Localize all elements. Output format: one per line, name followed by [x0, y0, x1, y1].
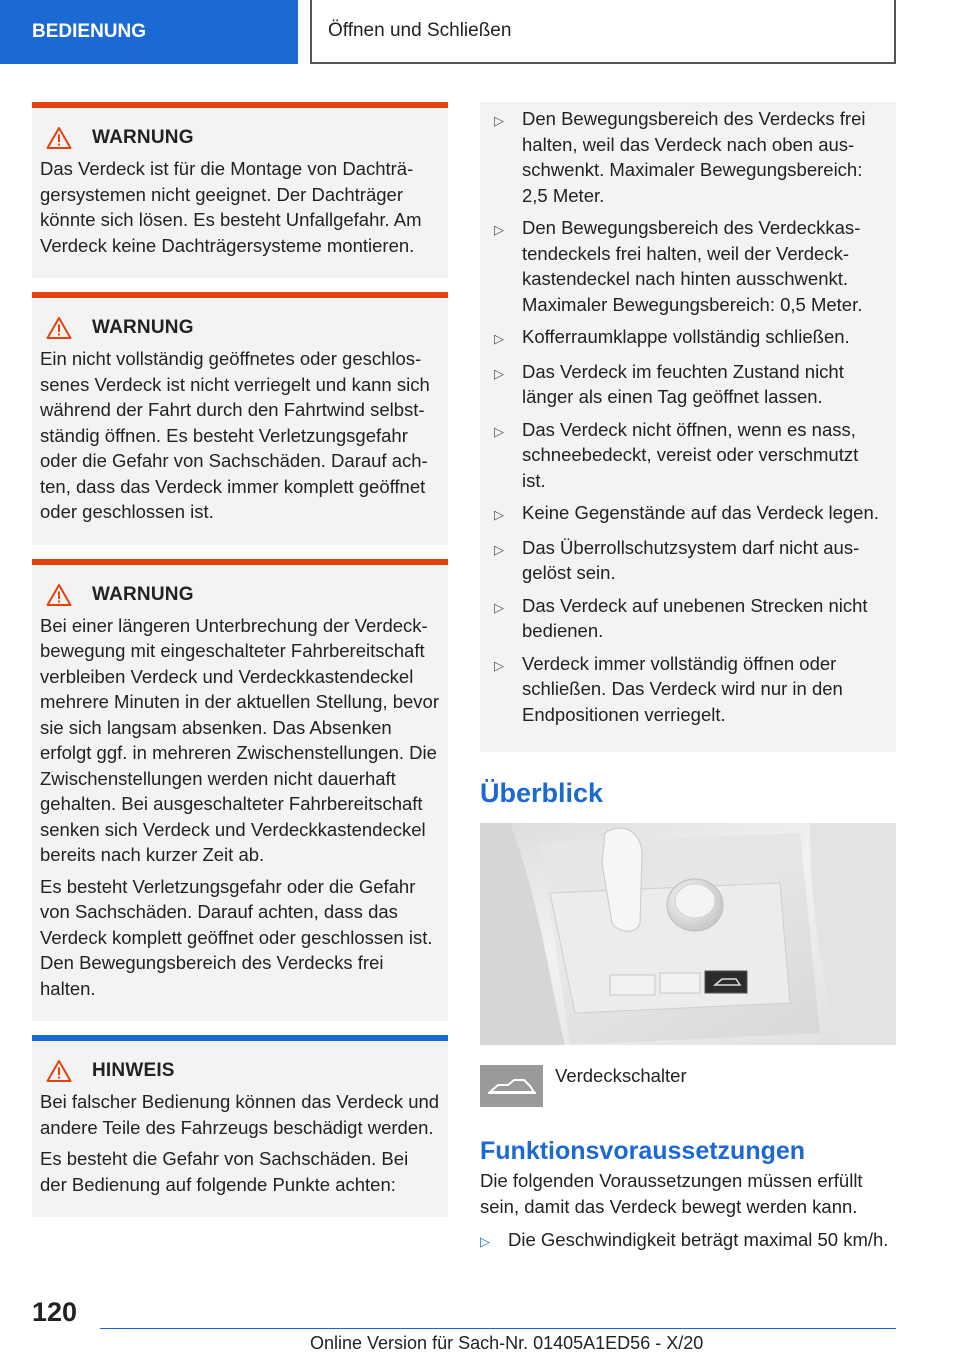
warning-triangle-icon: [46, 316, 72, 340]
convertible-roof-icon: [480, 1065, 543, 1107]
warning-title: WARNUNG: [92, 583, 194, 605]
header-section-label: BEDIENUNG: [32, 21, 147, 42]
triangle-bullet-icon: ▷: [494, 599, 504, 615]
warning-box-2: [32, 292, 448, 545]
triangle-bullet-icon: ▷: [494, 331, 504, 346]
list-item: [494, 417, 886, 494]
list-item: [494, 324, 886, 352]
triangle-bullet-icon: ▷: [494, 507, 504, 522]
center-console-illustration: [480, 823, 896, 1045]
list-item-text: Das Verdeck im feuchten Zustand nicht länger als einen Tag geöffnet lassen.: [522, 360, 844, 407]
triangle-bullet-icon: ▷: [494, 365, 504, 381]
hint-text: Bei falscher Bedienung können das Verdeck und andere Teile des Fahrzeugs beschädigt werden.: [40, 1091, 440, 1138]
warning-triangle-icon: [46, 583, 72, 607]
list-item: [494, 215, 886, 317]
list-item-text: Verdeck immer vollständig öffnen oder schließen. Das Verdeck wird nur in den Endpositionen verriegelt.: [522, 652, 843, 725]
triangle-bullet-icon: ▷: [480, 1234, 490, 1249]
warning-triangle-icon: [46, 1059, 72, 1083]
list-item: [494, 500, 886, 528]
warning-title: WARNUNG: [92, 317, 194, 338]
checklist-box: [480, 102, 896, 752]
list-item: [494, 651, 886, 728]
list-item: [494, 106, 886, 208]
requirements-list: [480, 1227, 896, 1255]
warning-title: WARNUNG: [92, 127, 194, 148]
console-photo: [480, 823, 896, 1045]
list-item-text: Den Bewegungsbereich des Verdecks frei halten, weil das Verdeck nach oben ausschwenkt. Maximaler Bewegungsbereich: 2,5 Meter.: [522, 108, 866, 206]
warning-box-1: [32, 102, 448, 278]
list-item-text: Das Überrollschutzsystem darf nicht ausgelöst sein.: [522, 536, 860, 583]
list-item-text: Das Verdeck nicht öffnen, wenn es nass, schneebedeckt, vereist oder verschmutzt ist.: [522, 418, 859, 491]
warning-header: [40, 316, 440, 340]
warning-text: Ein nicht vollständig geöffnetes oder geschlossenes Verdeck ist nicht verriegelt und kann sich während der Fahrt durch den Fahrtwind selbstständig öffnen. Es besteht Verletzungsgefahr oder die Gefahr von Sachschäden. Darauf achten, dass das Verdeck immer komplett geöffnet oder geschlossen ist.: [40, 348, 430, 522]
list-item-text: Das Verdeck auf unebenen Strecken nicht bedienen.: [522, 594, 868, 641]
warning-text: Bei einer längeren Unterbrechung der Verdeckbewegung mit eingeschalteter Fahrbereitschaft verbleiben Verdeck und Verdeckkastendeckel mehrere Minuten in der aktuellen Stellung, bevor sie sich langsam absenken. Das Absenken erfolgt ggf. in mehreren Zwischenstellungen. Die Zwischenstellungen werden nicht dauerhaft gehalten. Bei ausgeschalteter Fahrbereitschaft senken sich Verdeck und Verdeckkastendeckel bereits nach kurzer Zeit ab.: [40, 614, 440, 865]
warning-box-3: [32, 559, 448, 1022]
checklist: [494, 106, 886, 727]
list-item: [494, 535, 886, 586]
legend-label: Verdeckschalter: [555, 1065, 687, 1086]
hint-box: [32, 1035, 448, 1217]
list-item-text: Den Bewegungsbereich des Verdeckkastendeckels frei halten, weil der Verdeckkastendeckel nach hinten ausschwenkt. Maximaler Bewegungsbereich: 0,5 Meter.: [522, 217, 863, 315]
legend-row: [480, 1065, 896, 1107]
header-section-tab: [0, 0, 298, 64]
hint-title: HINWEIS: [92, 1060, 175, 1081]
triangle-bullet-icon: ▷: [494, 423, 504, 439]
hint-text: Es besteht die Gefahr von Sachschäden. Bei der Bedienung auf folgende Punkte achten:: [40, 1148, 409, 1195]
requirements-intro: Die folgenden Voraussetzungen müssen erfüllt sein, damit das Verdeck bewegt werden kann.: [480, 1170, 863, 1217]
warning-triangle-icon: [46, 126, 72, 150]
requirements-heading: Funktionsvoraussetzungen: [480, 1137, 806, 1165]
header-chapter-title: [310, 0, 896, 64]
warning-text: Das Verdeck ist für die Montage von Dachträgersystemen nicht geeignet. Der Dachträger könnte sich lösen. Es besteht Unfallgefahr. Am Verdeck keine Dachträgersysteme montieren.: [40, 158, 422, 256]
page-number: 120: [32, 1297, 78, 1327]
list-item-text: Keine Gegenstände auf das Verdeck legen.: [522, 502, 879, 523]
warning-text: Es besteht Verletzungsgefahr oder die Gefahr von Sachschäden. Darauf achten, dass das Verdeck komplett geöffnet oder geschlossen ist. Den Bewegungsbereich des Verdecks frei halten.: [40, 875, 433, 999]
triangle-bullet-icon: ▷: [494, 222, 504, 237]
overview-heading: Überblick: [480, 778, 604, 808]
list-item-text: Kofferraumklappe vollständig schließen.: [522, 326, 850, 347]
warning-header: [40, 126, 440, 150]
left-column: [32, 102, 448, 1231]
header-title-text: Öffnen und Schließen: [328, 20, 512, 41]
list-item: [480, 1227, 896, 1255]
footer-text: Online Version für Sach-Nr. 01405A1ED56 - X/20: [310, 1333, 704, 1353]
triangle-bullet-icon: ▷: [494, 657, 504, 673]
footer-divider: [100, 1328, 896, 1329]
triangle-bullet-icon: ▷: [494, 541, 504, 557]
list-item: [494, 359, 886, 410]
triangle-bullet-icon: ▷: [494, 113, 504, 128]
warning-header: [40, 583, 440, 607]
list-item: [494, 593, 886, 644]
list-item-text: Die Geschwindigkeit beträgt maximal 50 km/h.: [508, 1229, 889, 1250]
right-column: [480, 102, 896, 1262]
hint-header: [40, 1059, 440, 1083]
